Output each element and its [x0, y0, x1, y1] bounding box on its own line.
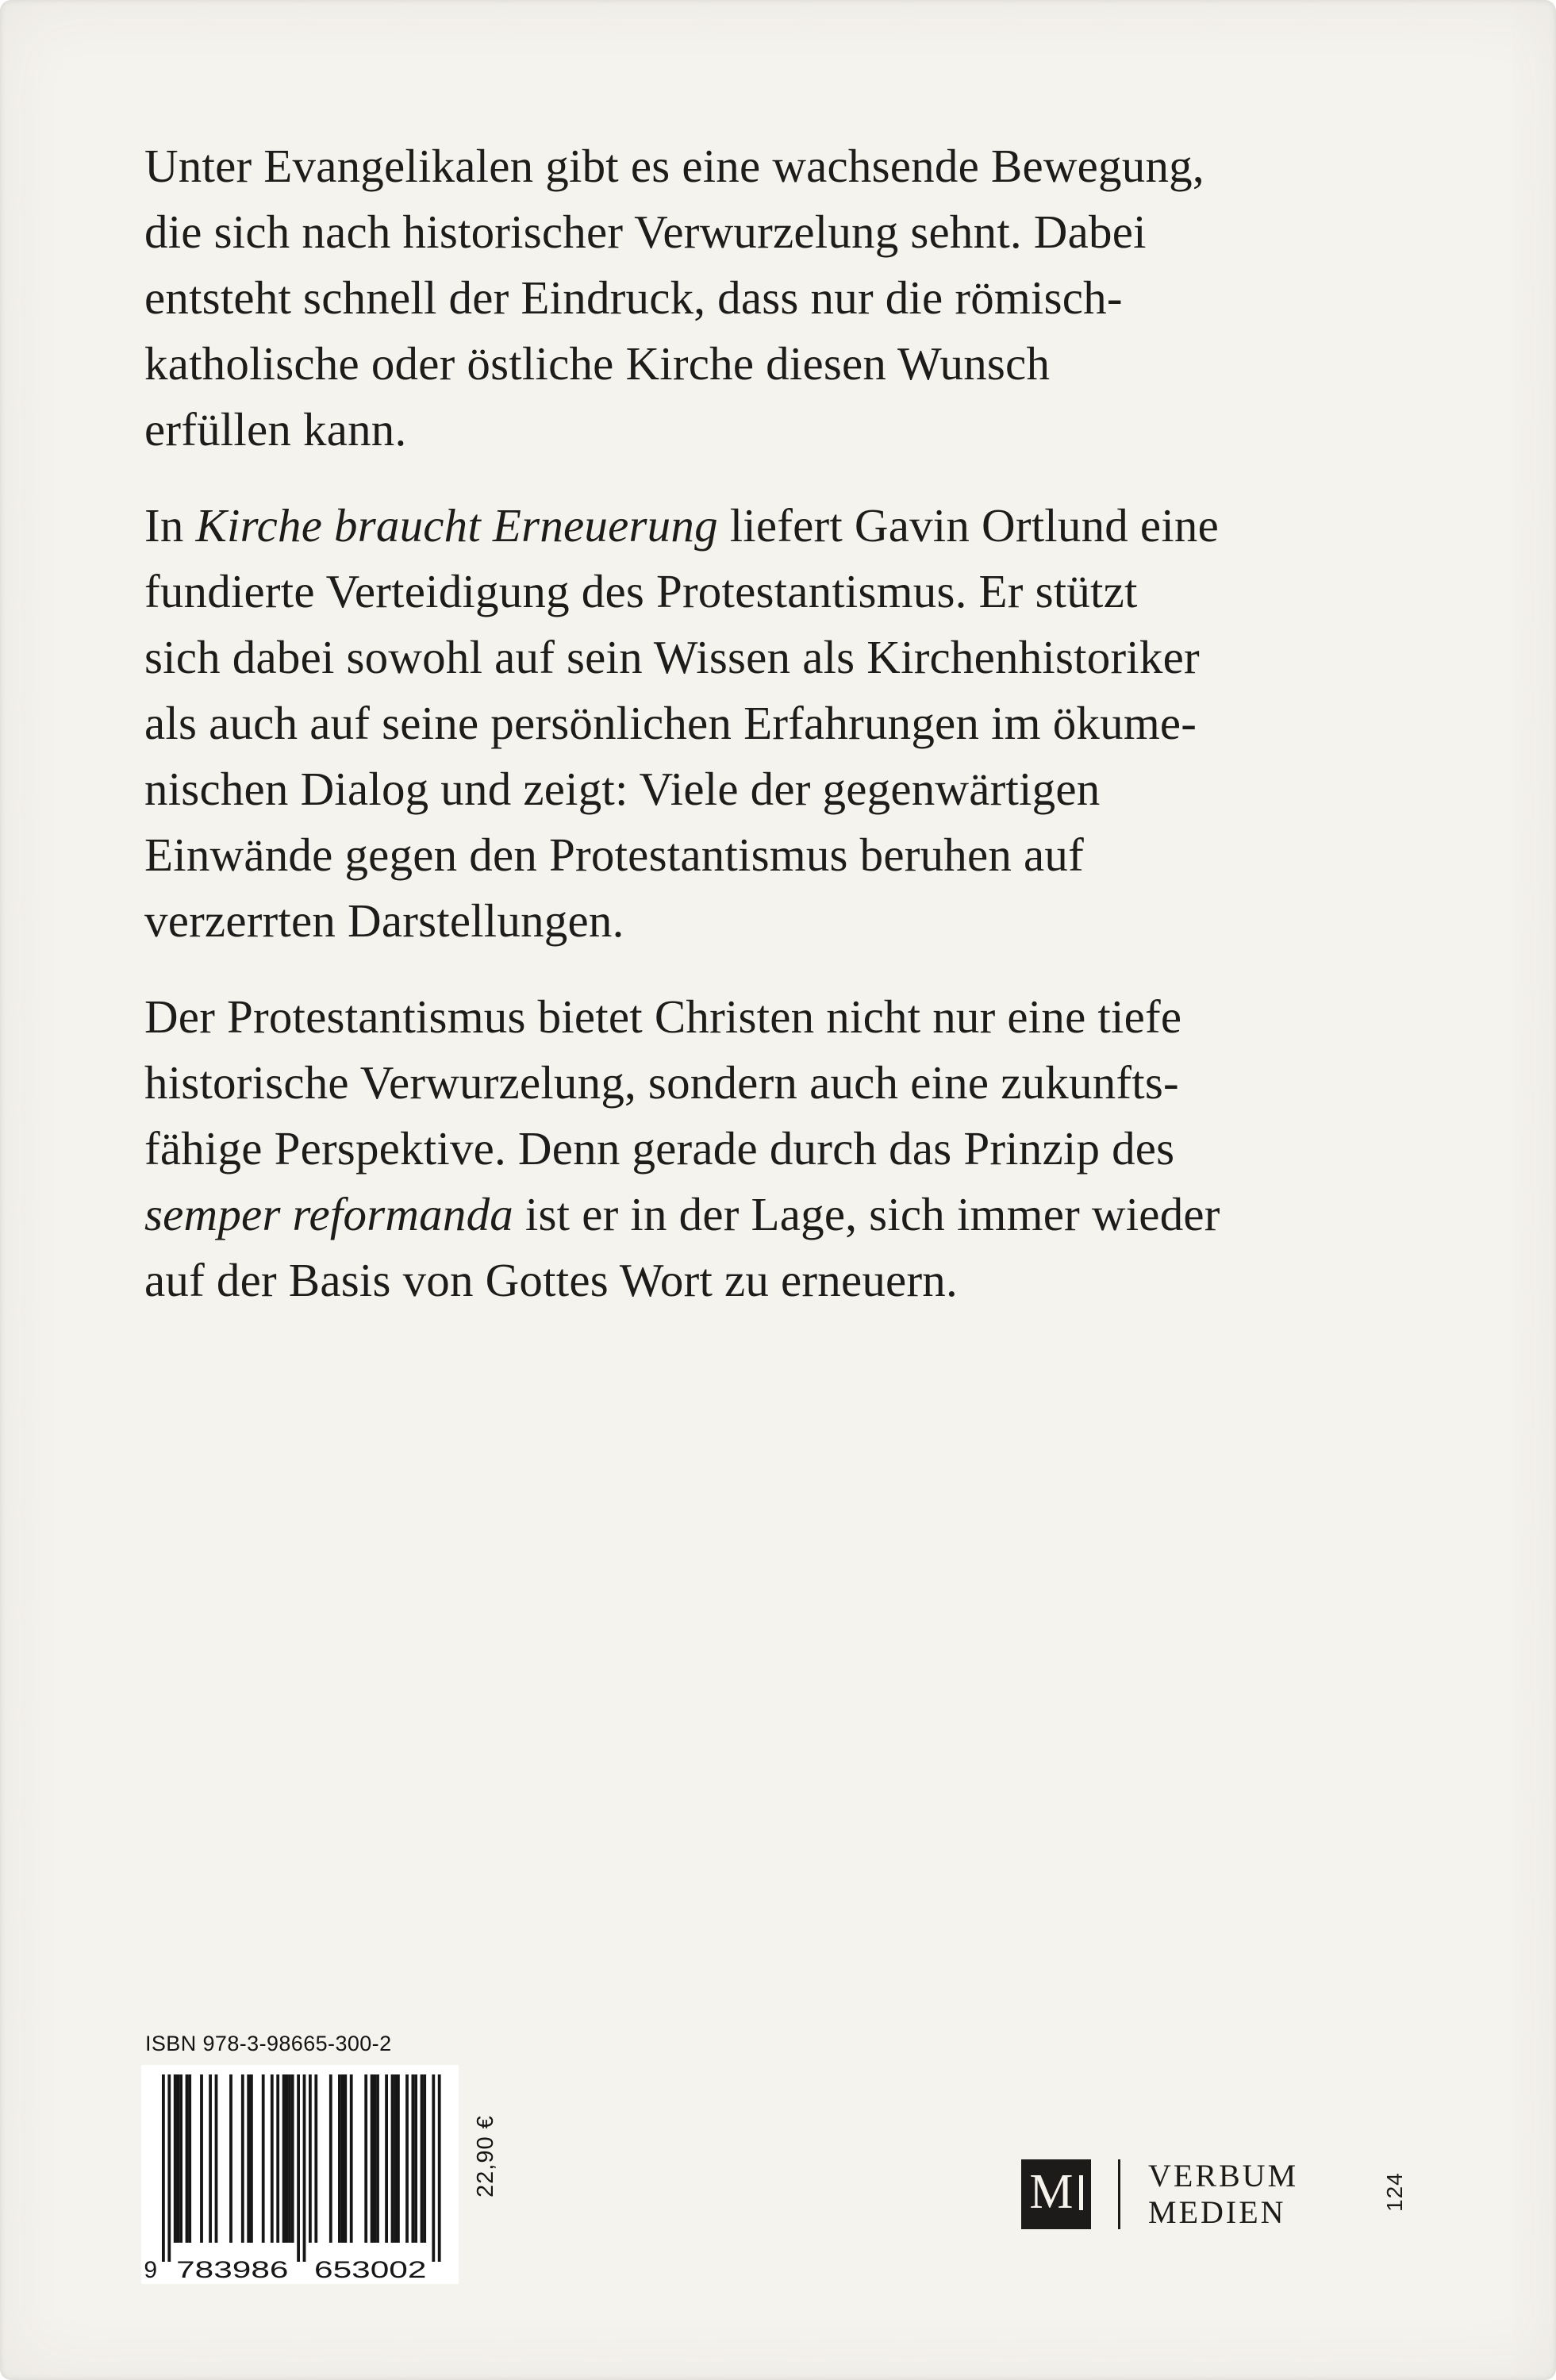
blurb-text: als auch auf seine persönlichen Erfahrungen im ökume- — [144, 697, 1197, 749]
blurb — [144, 133, 1366, 1344]
price-label: 22,90 € — [473, 2115, 498, 2198]
blurb-text: die sich nach historischer Verwurzelung sehnt. Dabei — [144, 206, 1147, 258]
barcode-digits: 9 — [144, 2257, 157, 2283]
isbn-label: ISBN 978-3-98665-300-2 — [145, 2032, 392, 2055]
blurb-text: auf der Basis von Gottes Wort zu erneuern. — [144, 1254, 958, 1306]
blurb-text: katholische oder östliche Kirche diesen Wunsch — [144, 337, 1051, 390]
blurb-text: In — [144, 499, 196, 552]
logo-monogram: M — [1029, 2165, 1074, 2219]
blurb-text: Unter Evangelikalen gibt es eine wachsende Bewegung, — [144, 140, 1204, 192]
blurb-text: fähige Perspektive. Denn gerade durch das Prinzip des — [144, 1122, 1175, 1175]
blurb-text: entsteht schnell der Eindruck, dass nur die römisch- — [144, 271, 1123, 324]
blurb-text: verzerrten Darstellungen. — [144, 894, 624, 947]
blurb-text: fundierte Verteidigung des Protestantismus. Er stützt — [144, 565, 1138, 617]
barcode-digits: 783986 — [176, 2257, 289, 2283]
blurb-text-italic: Kirche braucht Erneuerung — [195, 499, 718, 552]
blurb-paragraph — [144, 493, 1366, 954]
barcode-digits: 653002 — [314, 2257, 427, 2283]
ean13-barcode-icon — [141, 2065, 459, 2284]
blurb-text: erfüllen kann. — [144, 403, 407, 456]
page-number-label: 124 — [1382, 2172, 1407, 2213]
blurb-text: sich dabei sowohl auf sein Wissen als Kirchenhistoriker — [144, 631, 1200, 683]
publisher-name-line2: MEDIEN — [1148, 2194, 1286, 2230]
publisher-logo-icon — [1021, 2159, 1091, 2229]
blurb-text: nischen Dialog und zeigt: Viele der gegenwärtigen — [144, 763, 1101, 815]
blurb-text: Der Protestantismus bietet Christen nicht nur eine tiefe — [144, 990, 1182, 1043]
barcode-panel — [141, 2065, 459, 2284]
publisher-divider — [1118, 2159, 1120, 2229]
blurb-text: Einwände gegen den Protestantismus beruhen auf — [144, 829, 1084, 881]
blurb-paragraph — [144, 984, 1366, 1313]
publisher-name — [1148, 2158, 1298, 2231]
blurb-paragraph — [144, 133, 1366, 463]
blurb-text-italic: semper reformanda — [144, 1188, 513, 1240]
publisher-name-line1: VERBUM — [1148, 2158, 1299, 2194]
blurb-text: ist er in der Lage, sich immer wieder — [513, 1188, 1220, 1240]
blurb-text: historische Verwurzelung, sondern auch eine zukunfts- — [144, 1056, 1179, 1109]
logo-vertical-stroke-icon — [1079, 2175, 1083, 2210]
blurb-text: liefert Gavin Ortlund eine — [717, 499, 1220, 552]
